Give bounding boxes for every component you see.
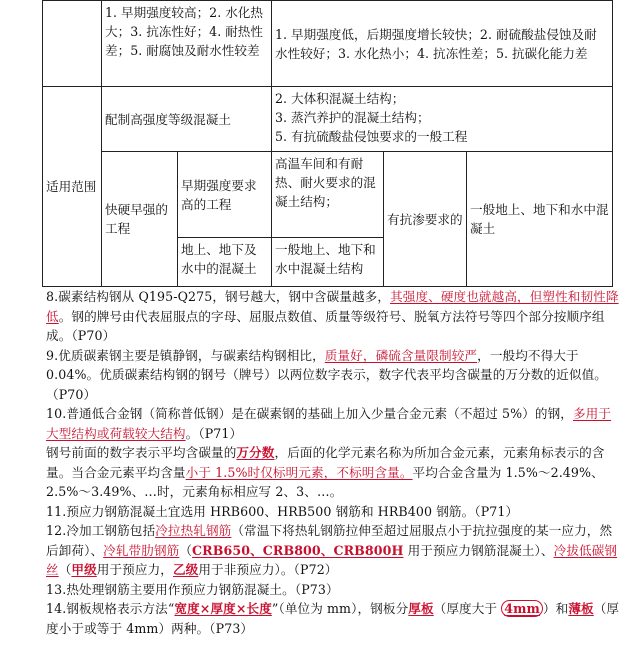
p12-text-g: 用于非预应力）。（P72） <box>198 562 338 577</box>
scope-label: 适用范围 <box>46 179 97 194</box>
high-strength-cell <box>101 86 272 152</box>
high-strength-text: 配制高强度等级混凝土 <box>105 111 231 127</box>
p11-text: 11.预应力钢筋混凝土宜选用 HRB600、HRB500 钢筋和 HRB400 钢筋。（P71） <box>46 503 519 519</box>
p14-text-e: （厚度小于或等于 4mm）两种。（P73） <box>46 601 620 636</box>
high-temp-cell <box>271 151 384 238</box>
early-strength-text: 早期强度要求高的工程 <box>181 177 257 212</box>
p12-text-d: 用于预应力钢筋混凝土）、 <box>403 542 554 558</box>
p13-text: 13.热处理钢筋主要用作预应力钢筋混凝土。（P73） <box>46 581 339 597</box>
row2-line-3: 5. 有抗硫酸盐侵蚀要求的一般工程 <box>275 129 468 144</box>
fast-hard-text: 快硬早强的工程 <box>105 202 168 236</box>
paragraph-13 <box>46 580 622 600</box>
cement-comparison-table <box>42 0 613 287</box>
p12-highlight-2: 冷轧带肋钢筋 <box>103 542 180 558</box>
p14-highlight-2: 厚板 <box>408 601 434 616</box>
p14-text-c: （厚度大于 <box>433 601 502 616</box>
cement-b-traits-cell <box>271 0 613 87</box>
p12-highlight-1: 冷拉热轧钢筋 <box>155 523 232 538</box>
p10c-text-c: 平均合金含量为 1.5%～2.49%、2.5%～3.49%、…时，元素角标相应写 2、3、…。 <box>46 464 604 499</box>
cement-b-traits: 1. 早期强度低，后期强度增长较快；2. 耐硫酸盐侵蚀及耐水性较好；3. 水化热小；4. 抗冻性差；5. 抗碳化能力差 <box>275 26 597 61</box>
p12-highlight-5: 甲级 <box>71 562 97 577</box>
p8-highlight: 其强度、硬度也就越高，但塑性和韧性降低 <box>46 289 619 324</box>
paragraph-12 <box>46 521 622 580</box>
scope-label-cell <box>42 86 102 287</box>
p14-text-d: ）和 <box>542 601 569 616</box>
p12-highlight-4: 冷拔低碳钢丝 <box>46 542 618 577</box>
general-ground-cell <box>466 151 613 287</box>
impermeable-text: 有抗渗要求的 <box>387 211 463 227</box>
p9-highlight: 质量好，磷硫含量限制较严 <box>324 347 478 363</box>
paragraph-10-cont <box>46 443 622 502</box>
row2-right-cell <box>271 86 613 152</box>
fast-hard-cell <box>101 151 178 287</box>
p9-text-a: 9.优质碳素钢主要是镇静钢，与碳素结构钢相比， <box>46 347 325 363</box>
paragraph-11 <box>46 502 622 522</box>
row2-line-1: 2. 大体积混凝土结构； <box>275 91 405 106</box>
p14-highlight-4: 薄板 <box>568 601 594 616</box>
paragraph-8 <box>46 287 622 346</box>
row2-line-2: 3. 蒸汽养护的混凝土结构； <box>275 110 430 125</box>
p10c-text-a: 钢号前面的数字表示平均含碳量的 <box>46 445 237 460</box>
p10-highlight: 多用于大型结构或荷载较大结构 <box>46 406 612 441</box>
p12-text-e: （ <box>58 562 72 577</box>
p12-text-a: 12.冷加工钢筋包括 <box>46 523 156 538</box>
p14-text-b: ”（单位为 mm），钢板分 <box>271 601 409 616</box>
paragraph-10 <box>46 404 622 443</box>
ground-under-cell <box>177 237 272 287</box>
p14-text-a: 14.钢板规格表示方法“ <box>46 601 175 616</box>
p8-text-a: 8.碳素结构钢从 Q195-Q275，钢号越大，钢中含碳量越多， <box>46 289 391 304</box>
p12-text-b: （常温下将热轧钢筋拉伸至超过屈服点小于抗拉强度的某一应力，然后卸荷）、 <box>46 523 613 558</box>
early-strength-cell <box>177 151 272 238</box>
paragraph-9 <box>46 346 622 405</box>
paragraph-14 <box>46 599 622 638</box>
general-ground-text: 一般地上、地下和水中混凝土 <box>470 202 609 236</box>
general-struct-text: 一般地上、地下和水中混凝土结构 <box>275 242 376 276</box>
p10c-highlight-1: 万分数 <box>236 445 275 460</box>
p12-text-c: （ <box>179 542 193 558</box>
impermeable-cell <box>383 151 467 287</box>
p10c-text-b: ，后面的化学元素名称为所加合金元素，元素角标表示的含量。当合金元素平均含量 <box>46 445 605 480</box>
p12-text-f: 用于预应力， <box>96 562 173 577</box>
p12-highlight-3: CRB650、CRB800、CRB800H <box>192 542 404 558</box>
p10-text-b: 。（P71） <box>185 425 243 441</box>
notes-body <box>46 287 622 638</box>
p10c-highlight-2: 小于 1.5%时仅标明元素，不标明含量。 <box>185 464 413 480</box>
p14-highlight-1: 宽度×厚度×长度 <box>174 601 272 616</box>
p12-highlight-6: 乙级 <box>172 562 199 577</box>
cement-a-traits-cell <box>101 0 272 87</box>
cement-a-traits: 1. 早期强度较高；2. 水化热大；3. 抗冻性好；4. 耐热性差；5. 耐腐蚀及耐水性较差 <box>105 5 263 58</box>
high-temp-text: 高温车间和有耐热、耐火要求的混凝土结构； <box>275 156 376 209</box>
p10-text-a: 10.普通低合金钢（简称普低钢）是在碳素钢的基础上加入少量合金元素（不超过 5%）的钢， <box>46 406 573 421</box>
general-struct-cell <box>271 237 384 287</box>
p9-text-b: ，一般均不得大于 0.04%。优质碳素结构钢的钢号（牌号）以两位数字表示，数字代表平均含碳量的万分数的近似值。（P70） <box>46 347 607 402</box>
ground-under-text: 地上、地下及水中的混凝土 <box>181 242 257 276</box>
table-empty-cell <box>42 0 102 87</box>
p14-highlight-3: 4mm <box>501 600 543 617</box>
p8-text-b: 。钢的牌号由代表屈服点的字母、屈服点数值、质量等级符号、脱氧方法符号等四个部分按顺序组成。（P70） <box>46 308 605 343</box>
